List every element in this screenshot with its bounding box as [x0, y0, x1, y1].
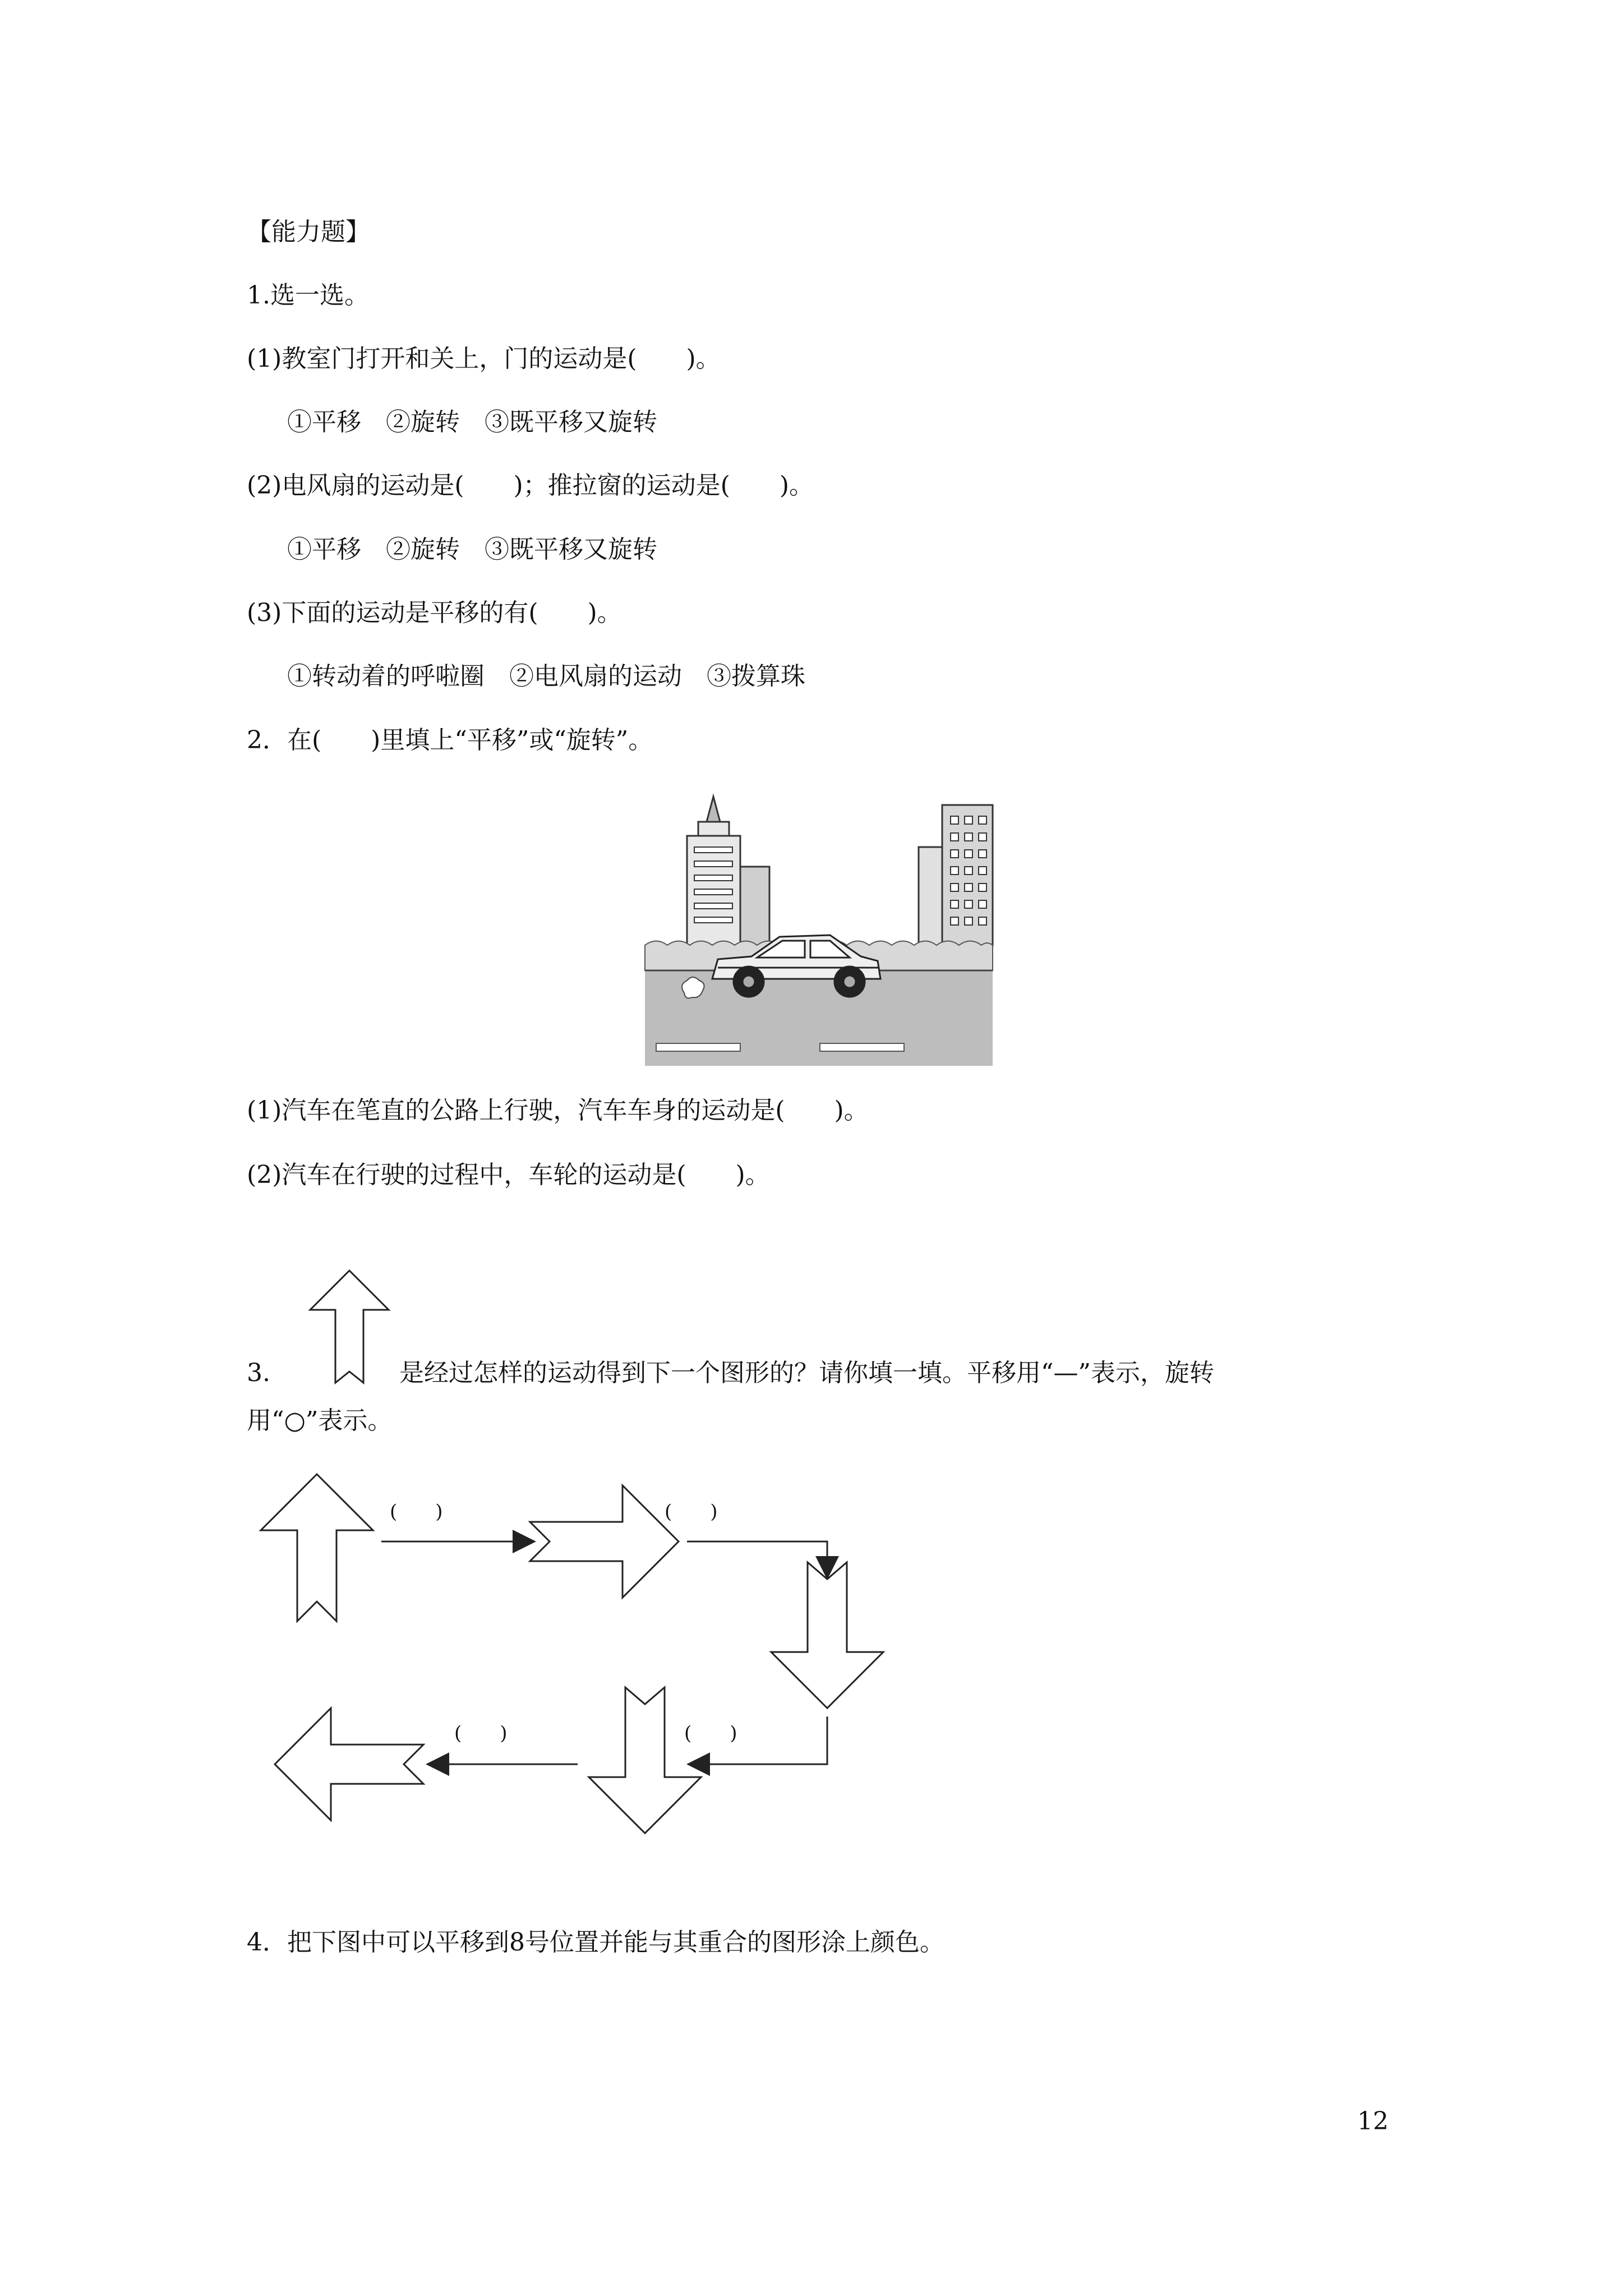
q4-title: 4．把下图中可以平移到8号位置并能与其重合的图形涂上颜色。: [247, 1928, 944, 1957]
answer-blank-1[interactable]: ( ): [390, 1501, 443, 1523]
arrow-figure-up: [261, 1474, 373, 1621]
page-number: 12: [1357, 2107, 1389, 2136]
q2-title: 2．在( )里填上“平移”或“旋转”。: [247, 726, 653, 754]
q1-sub2: (2)电风扇的运动是( )；推拉窗的运动是( )。: [247, 471, 814, 500]
q1-sub1: (1)教室门打开和关上，门的运动是( )。: [247, 344, 721, 373]
q3-text-line1: 是经过怎样的运动得到下一个图形的？请你填一填。平移用“—”表示，旋转: [399, 1359, 1214, 1387]
lane-marking: [656, 1043, 740, 1051]
q1-sub2-options: ①平移 ②旋转 ③既平移又旋转: [287, 535, 657, 564]
q1-sub3: (3)下面的运动是平移的有( )。: [247, 599, 622, 627]
arrow-figure-left: [275, 1708, 423, 1820]
up-arrow-icon: [307, 1268, 391, 1386]
answer-blank-3[interactable]: ( ): [684, 1722, 737, 1745]
q1-sub1-options: ①平移 ②旋转 ③既平移又旋转: [287, 408, 657, 436]
answer-blank-4[interactable]: ( ): [454, 1722, 508, 1745]
street-car-illustration: [645, 794, 993, 1066]
connector-2: [687, 1542, 827, 1576]
arrow-figure-down: [771, 1562, 883, 1708]
q1-sub3-options: ①转动着的呼啦圈 ②电风扇的运动 ③拨算珠: [287, 662, 805, 691]
building-left-small: [740, 867, 769, 945]
lane-marking: [820, 1043, 904, 1051]
q3-number: 3.: [247, 1359, 270, 1387]
q3-text-line2: 用“○”表示。: [247, 1406, 393, 1435]
q2-sub2: (2)汽车在行驶的过程中，车轮的运动是( )。: [247, 1161, 770, 1189]
answer-blank-2[interactable]: ( ): [665, 1501, 718, 1523]
arrow-figure-down-2: [589, 1687, 701, 1833]
q1-title: 1.选一选。: [247, 281, 369, 310]
arrow-sequence-diagram: [247, 1458, 920, 1851]
section-title: 【能力题】: [247, 218, 370, 246]
q2-sub1: (1)汽车在笔直的公路上行驶，汽车车身的运动是( )。: [247, 1096, 869, 1125]
arrow-figure-right: [530, 1485, 679, 1598]
